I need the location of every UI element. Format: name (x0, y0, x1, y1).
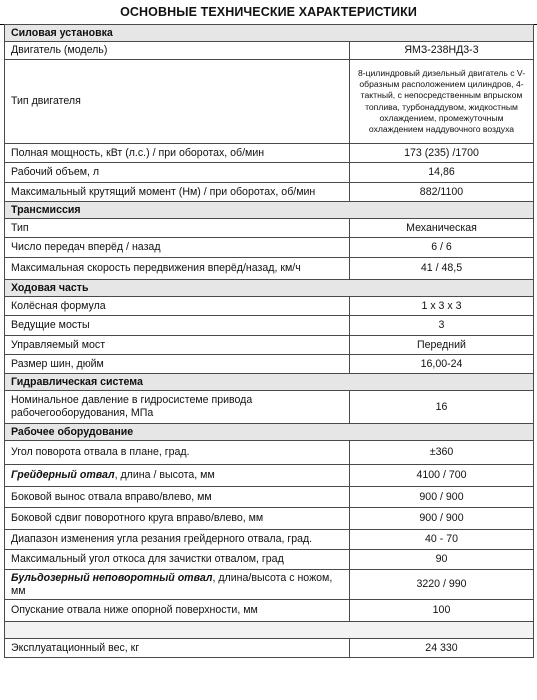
row-value: 882/1100 (350, 183, 534, 202)
table-row (5, 60, 534, 144)
spacer-cell (5, 622, 534, 639)
row-value: 8-цилиндровый дизельный двигатель с V-образным расположением цилиндров, 4-тактный, с непосредственным впрыском топлива, турбонаддувом, жидкостным охлаждением, промежуточным охлаждением наддувочного воздуха (350, 60, 534, 144)
section-equipment-title: Рабочее оборудование (5, 424, 534, 441)
row-label: Ведущие мосты (5, 316, 350, 336)
row-value: 40 - 70 (350, 530, 534, 550)
section-transmission-title: Трансмиссия (5, 202, 534, 219)
row-label: Номинальное давление в гидросистеме привода рабочегооборудования, МПа (5, 391, 350, 424)
row-value: 900 / 900 (350, 508, 534, 530)
section-hydraulics-title: Гидравлическая система (5, 374, 534, 391)
table-row (5, 570, 534, 600)
table-row (5, 441, 534, 465)
row-label: Максимальный крутящий момент (Нм) / при оборотах, об/мин (5, 183, 350, 202)
row-value: 100 (350, 600, 534, 622)
table-row (5, 465, 534, 487)
specs-table (4, 24, 534, 658)
table-row (5, 42, 534, 60)
row-label: Максимальный угол откоса для зачистки отвалом, град (5, 550, 350, 570)
table-row (5, 550, 534, 570)
row-value: 173 (235) /1700 (350, 144, 534, 163)
table-row (5, 163, 534, 183)
table-row (5, 639, 534, 658)
document-title: ОСНОВНЫЕ ТЕХНИЧЕСКИЕ ХАРАКТЕРИСТИКИ (0, 0, 537, 25)
row-label: Число передач вперёд / назад (5, 238, 350, 258)
table-row (5, 183, 534, 202)
row-label: Рабочий объем, л (5, 163, 350, 183)
row-value: 90 (350, 550, 534, 570)
label-emphasis: Грейдерный отвал (11, 469, 115, 481)
table-row (5, 238, 534, 258)
row-label: Колёсная формула (5, 297, 350, 316)
row-value: 4100 / 700 (350, 465, 534, 487)
table-row (5, 219, 534, 238)
section-chassis-title: Ходовая часть (5, 280, 534, 297)
row-label: Диапазон изменения угла резания грейдерного отвала, град. (5, 530, 350, 550)
row-label: Боковой сдвиг поворотного круга вправо/влево, мм (5, 508, 350, 530)
table-row (5, 508, 534, 530)
table-row (5, 600, 534, 622)
row-label (5, 570, 350, 600)
row-label: Полная мощность, кВт (л.с.) / при оборотах, об/мин (5, 144, 350, 163)
row-label: Управляемый мост (5, 336, 350, 355)
row-value: 6 / 6 (350, 238, 534, 258)
label-rest: , длина/высота с ножом, мм (11, 571, 333, 597)
row-value: 41 / 48,5 (350, 258, 534, 280)
table-row (5, 258, 534, 280)
row-label (5, 465, 350, 487)
row-label: Боковой вынос отвала вправо/влево, мм (5, 487, 350, 508)
row-value: Механическая (350, 219, 534, 238)
row-value: ЯМЗ-238НД3-3 (350, 42, 534, 60)
table-row (5, 355, 534, 374)
section-header (5, 280, 534, 297)
table-row (5, 336, 534, 355)
label-emphasis: Бульдозерный неповоротный отвал (11, 571, 213, 584)
section-header (5, 25, 534, 42)
row-value: 3220 / 990 (350, 570, 534, 600)
row-value: Передний (350, 336, 534, 355)
table-row (5, 530, 534, 550)
row-label: Угол поворота отвала в плане, град. (5, 441, 350, 465)
row-value: 1 х 3 х 3 (350, 297, 534, 316)
table-row (5, 316, 534, 336)
label-rest: , длина / высота, мм (114, 469, 215, 481)
row-label: Тип (5, 219, 350, 238)
spacer-row (5, 622, 534, 639)
row-value: 3 (350, 316, 534, 336)
row-value: 900 / 900 (350, 487, 534, 508)
section-header (5, 374, 534, 391)
row-label: Двигатель (модель) (5, 42, 350, 60)
section-header (5, 424, 534, 441)
section-header (5, 202, 534, 219)
section-power-title: Силовая установка (5, 25, 534, 42)
table-row (5, 391, 534, 424)
table-row (5, 487, 534, 508)
row-label: Максимальная скорость передвижения вперёд/назад, км/ч (5, 258, 350, 280)
row-value: 14,86 (350, 163, 534, 183)
row-value: ±360 (350, 441, 534, 465)
row-value: 24 330 (350, 639, 534, 658)
row-value: 16,00-24 (350, 355, 534, 374)
row-label: Опускание отвала ниже опорной поверхности, мм (5, 600, 350, 622)
row-label: Эксплуатационный вес, кг (5, 639, 350, 658)
row-label: Размер шин, дюйм (5, 355, 350, 374)
row-value: 16 (350, 391, 534, 424)
table-row (5, 297, 534, 316)
row-label: Тип двигателя (5, 60, 350, 144)
table-row (5, 144, 534, 163)
